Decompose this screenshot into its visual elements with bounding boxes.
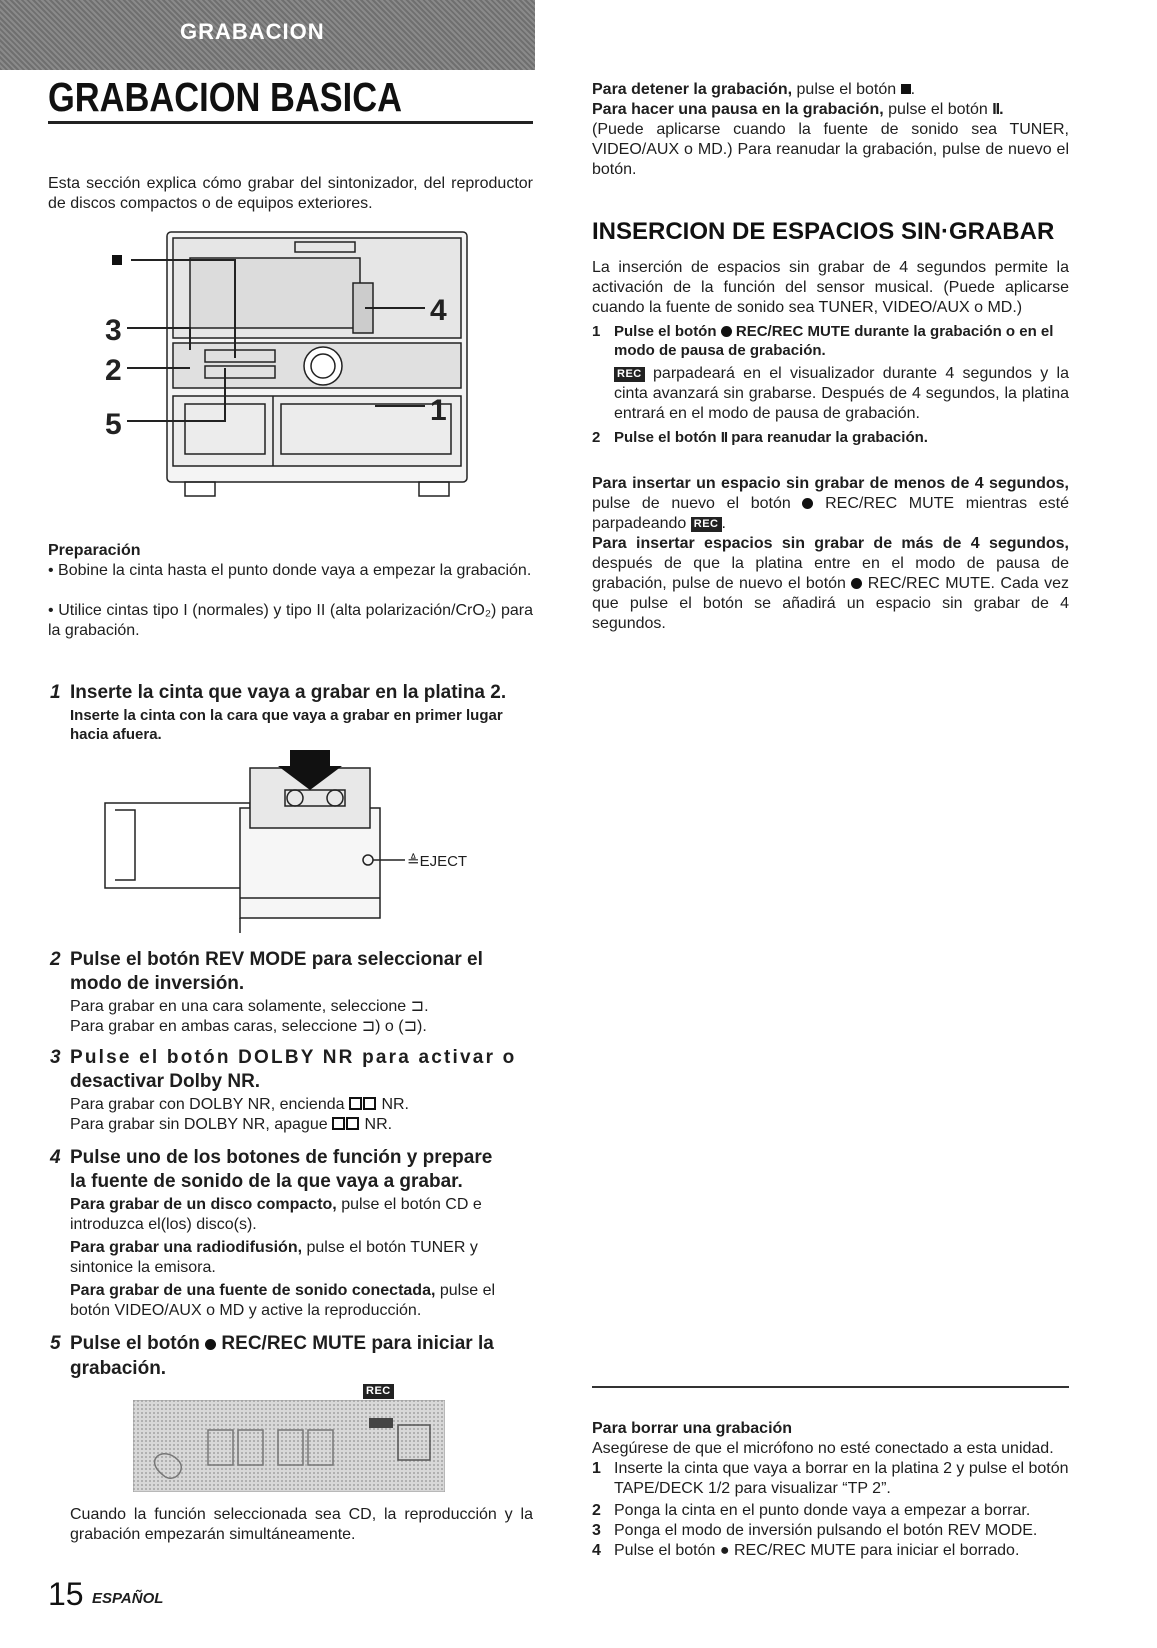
pause-icon: II: [720, 429, 728, 446]
step-2-line-1: Para grabar en una cara solamente, seleccione ⊐.: [70, 998, 429, 1015]
insercion-heading: INSERCION DE ESPACIOS SIN·GRABAR: [592, 218, 1055, 245]
page-language: ESPAÑOL: [92, 1590, 164, 1607]
insercion-step-2: 2 Pulse el botón II para reanudar la grabación.: [592, 429, 928, 446]
step-2-line-2: Para grabar en ambas caras, seleccione ⊐) o (⊐).: [70, 1018, 427, 1035]
borrar-item-3: 3 Ponga el modo de inversión pulsando el botón REV MODE.: [592, 1522, 1038, 1539]
step-4-p3: Para grabar de una fuente de sonido conectada, pulse el botón VIDEO/AUX o MD y active la reproducción.: [70, 1282, 496, 1319]
step-3-line-2: Para grabar sin DOLBY NR, apague NR.: [70, 1116, 393, 1133]
insercion-intro: La inserción de espacios sin grabar de 4 segundos permite la activación de la función del sensor musical. (Puede aplicarse cuando la fuente de sonido sea TUNER, VIDEO/AUX o MD.): [592, 259, 1069, 316]
step-1-sub: Inserte la cinta con la cara que vaya a grabar en primer lugar hacia afuera.: [70, 707, 503, 743]
insercion-less: Para insertar un espacio sin grabar de menos de 4 segundos, pulse de nuevo el botón REC/REC MUTE mientras esté parpadeando REC .: [592, 475, 1070, 532]
insercion-step-1: 1 Pulse el botón REC/REC MUTE durante la grabación o en el modo de pausa de grabación.: [592, 323, 1054, 359]
preparacion-item-1: • Bobine la cinta hasta el punto donde vaya a empezar la grabación.: [48, 562, 532, 579]
step-3-title: 3 Pulse el botón DOLBY NR para activar o: [50, 1047, 517, 1068]
display-panel-diagram: [133, 1400, 445, 1492]
intro-text: Esta sección explica cómo grabar del sintonizador, del reproductor de discos compactos o de equipos exteriores.: [48, 175, 533, 212]
label-3: 3: [105, 314, 122, 347]
preparacion-item-2: • Utilice cintas tipo I (normales) y tipo II (alta polarización/CrO₂) para la grabación.: [48, 602, 534, 639]
label-5: 5: [105, 408, 122, 441]
stop-square-icon: [901, 84, 911, 94]
step-2-title: 2 Pulse el botón REV MODE para seleccionar el: [50, 949, 483, 970]
rec-indicator: REC: [363, 1382, 394, 1400]
insercion-step-1-detail: REC parpadeará en el visualizador durante 4 segundos y la cinta avanzará sin grabarse. Después de 4 segundos, la platina entrará en el modo de pausa de grabación.: [614, 365, 1069, 422]
title-divider: [48, 121, 533, 124]
label-4: 4: [430, 294, 447, 327]
dolby-icon: [349, 1097, 362, 1110]
step-2-title-cont: modo de inversión.: [70, 973, 245, 994]
step-4-p2: Para grabar una radiodifusión, pulse el botón TUNER y sintonice la emisora.: [70, 1239, 478, 1276]
cassette-insert-diagram: [100, 748, 520, 938]
step-1-title: 1 Inserte la cinta que vaya a grabar en la platina 2.: [50, 682, 507, 703]
eject-label: ≜EJECT: [407, 853, 468, 870]
step-3-title-cont: desactivar Dolby NR.: [70, 1071, 261, 1092]
record-dot-icon: [205, 1339, 216, 1350]
stereo-unit-diagram: [95, 228, 495, 508]
pause-note: (Puede aplicarse cuando la fuente de sonido sea TUNER, VIDEO/AUX o MD.) Para reanudar la grabación, pulse de nuevo el botón.: [592, 121, 1069, 178]
step-3-line-1: Para grabar con DOLBY NR, encienda NR.: [70, 1096, 409, 1113]
step-5-note: Cuando la función seleccionada sea CD, la reproducción y la grabación empezarán simultáneamente.: [70, 1506, 533, 1543]
page-number: 15: [48, 1576, 84, 1612]
pause-instruction: Para hacer una pausa en la grabación, pulse el botón II.: [592, 101, 1003, 118]
borrar-item-4: 4 Pulse el botón ● REC/REC MUTE para iniciar el borrado.: [592, 1542, 1020, 1559]
page-title: GRABACION BASICA: [48, 74, 402, 120]
pause-icon: II.: [992, 101, 1003, 118]
section-tab-label: GRABACION: [180, 19, 325, 44]
step-4-title: 4 Pulse uno de los botones de función y prepare: [50, 1147, 493, 1168]
step-4-p1: Para grabar de un disco compacto, pulse el botón CD e introduzca el(los) disco(s).: [70, 1196, 482, 1233]
label-1: 1: [430, 394, 447, 427]
borrar-item-1: 1 Inserte la cinta que vaya a borrar en la platina 2 y pulse el botón TAPE/DECK 1/2 para visualizar “TP 2”.: [592, 1460, 1069, 1497]
dolby-icon: [332, 1117, 345, 1130]
insercion-more: Para insertar espacios sin grabar de más de 4 segundos, después de que la platina entre en el modo de pausa de grabación, pulse de nuevo el botón REC/REC MUTE. Cada vez que pulse el botón se añadirá un espacio sin grabar de 4 segundos.: [592, 535, 1069, 632]
rec-badge-icon: REC: [614, 367, 645, 382]
record-dot-icon: [721, 326, 732, 337]
record-dot-icon: [802, 498, 813, 509]
stop-square-icon: [112, 255, 122, 265]
section-tab: [0, 0, 535, 70]
record-dot-icon: [851, 578, 862, 589]
stop-instruction: Para detener la grabación, pulse el botón .: [592, 81, 916, 98]
step-4-title-cont: la fuente de sonido de la que vaya a grabar.: [70, 1171, 463, 1192]
step-5-title: 5 Pulse el botón REC/REC MUTE para iniciar la: [50, 1333, 494, 1354]
step-5-title-cont: grabación.: [70, 1358, 167, 1379]
preparacion-heading: Preparación: [48, 542, 141, 559]
rec-badge-icon: REC: [691, 517, 722, 532]
label-2: 2: [105, 354, 122, 387]
borrar-heading: Para borrar una grabación: [592, 1420, 793, 1437]
borrar-divider: [592, 1386, 1069, 1388]
borrar-item-2: 2 Ponga la cinta en el punto donde vaya a empezar a borrar.: [592, 1502, 1031, 1519]
borrar-intro: Asegúrese de que el micrófono no esté conectado a esta unidad.: [592, 1440, 1054, 1457]
